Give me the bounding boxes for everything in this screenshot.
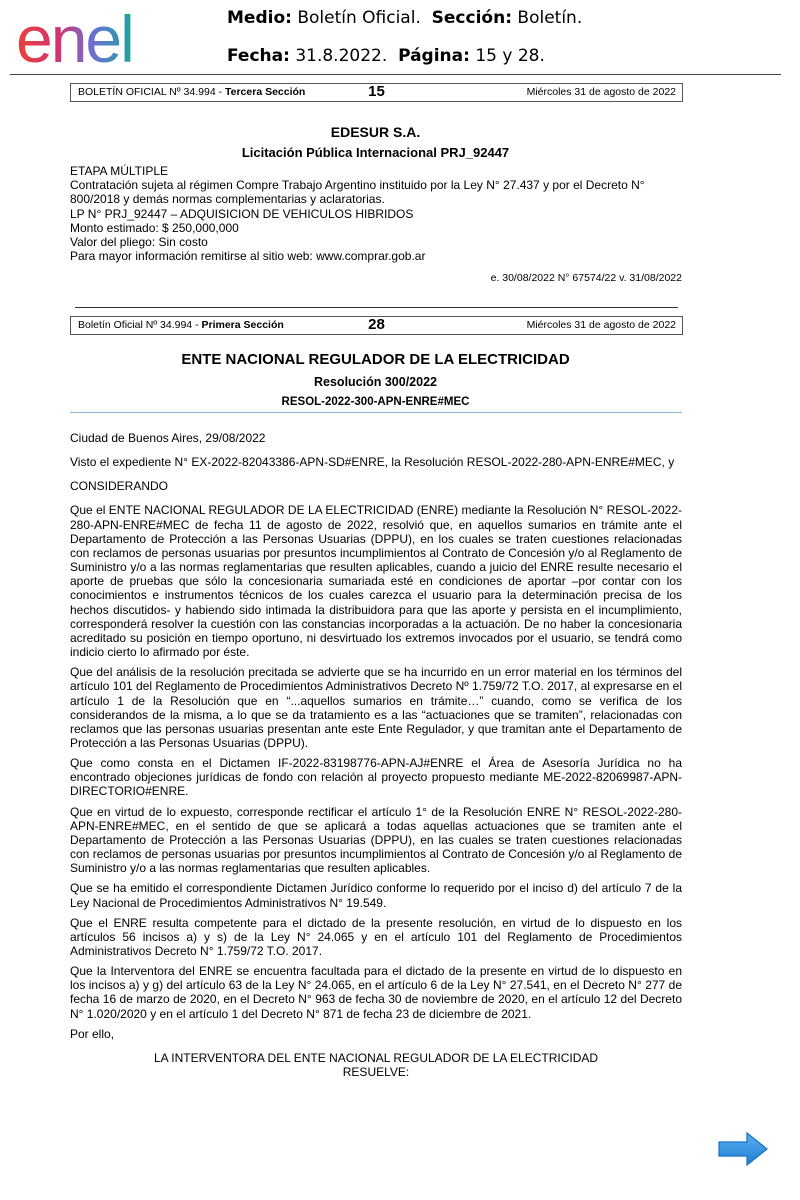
considerando-paragraph: Que se ha emitido el correspondiente Dictamen Jurídico conforme lo requerido por el inciso d) del artículo 7 de la Ley Nacional de Procedimientos Administrativos N° 19.549. xyxy=(70,881,682,910)
city-date: Ciudad de Buenos Aires, 29/08/2022 xyxy=(70,431,266,445)
signatory: LA INTERVENTORA DEL ENTE NACIONAL REGULADOR DE LA ELECTRICIDAD xyxy=(153,1050,599,1065)
tender-line: Contratación sujeta al régimen Compre Trabajo Argentino instituido por la Ley N° 27.437 y por el Decreto N° 800/2018 y demás normas complementarias y aclaratorias. xyxy=(70,178,645,207)
bulletin-bar-left: BOLETÍN OFICIAL Nº 34.994 - Tercera Sección xyxy=(78,86,306,98)
tender-line: Para mayor información remitirse al sitio web: www.comprar.gob.ar xyxy=(70,249,426,264)
resolution-code: RESOL-2022-300-APN-ENRE#MEC xyxy=(281,396,470,408)
tender-line: ETAPA MÚLTIPLE xyxy=(70,164,169,178)
bulletin-page-number: 28 xyxy=(368,316,385,333)
tender-notice xyxy=(70,164,682,286)
header-medio-line: Medio: Boletín Oficial. Sección: Boletín. xyxy=(227,8,583,28)
header-fecha-line: Fecha: 31.8.2022. Página: 15 y 28. xyxy=(227,46,545,66)
tender-line: Monto estimado: $ 250,000,000 xyxy=(70,220,239,235)
publication-reference: e. 30/08/2022 N° 67574/22 v. 31/08/2022 xyxy=(490,272,682,285)
bulletin-bar-tercera xyxy=(70,83,683,102)
title-divider xyxy=(70,412,682,413)
considerando-paragraph: Que como consta en el Dictamen IF-2022-83198776-APN-AJ#ENRE el Área de Asesoría Jurídica no ha encontrado objeciones jurídicas de fondo con relación al proyecto propuesto mediante ME-2022-82069987-APN-DIRECTORIO#ENRE. xyxy=(70,756,682,799)
entity-title: ENTE NACIONAL REGULADOR DE LA ELECTRICIDAD xyxy=(181,351,570,368)
bulletin-bar-left: Boletín Oficial Nº 34.994 - Primera Sección xyxy=(78,319,284,331)
svg-text:enel: enel xyxy=(16,6,133,70)
visto-paragraph: Visto el expediente N° EX-2022-82043386-APN-SD#ENRE, la Resolución RESOL-2022-280-APN-ENRE#MEC, y xyxy=(70,455,675,470)
considerando-paragraph: Que el ENTE NACIONAL REGULADOR DE LA ELECTRICIDAD (ENRE) mediante la Resolución N° RESOL-2022-280-APN-ENRE#MEC de fecha 11 de agosto de 2022, resolvió que, en aquellos sumarios en trámite ante el Departamento de Protección a las Personas Usuarias (DPPU), en los cuales se traten cuestiones relacionadas con reclamos de personas usuarias por presuntos incumplimientos al Contrato de Concesión y/o al Reglamento de Suministro y/o a las normas reglamentarias que resulten aplicables, cuando a juicio del ENRE resulte necesario el aporte de pruebas que sólo la concesionaria sumariada esté en condiciones de aportar –por contar con los conocimientos e instrumentos técnicos de los cuales carezca el usuario para la determinación precisa de los hechos discutidos- y habiendo sido intimada la distribuidora para que las aporte y persista en el incumplimiento, corresponderá resolver la cuestión con las constancias incorporadas a la actuación. De no haber la concesionaria acreditado su posición en tiempo oportuno, ni desvirtuado los extremos invocados por el usuario, se tendrá como indicio cierto lo afirmado por éste. xyxy=(70,503,682,660)
considerando-heading: CONSIDERANDO xyxy=(70,479,169,494)
considerando-paragraph: Que del análisis de la resolución precitada se advierte que se ha incurrido en un error material en los términos del artículo 101 del Reglamento de Procedimientos Administrativos Decreto Nº 1.759/72 T.O. 2017, al expresarse en el artículo 1 de la Resolución que en “...aquellos sumarios en trámite…” cuando, como se verifica de los considerandos de la misma, a lo que se da tratamiento es a las “actuaciones que se tramiten”, relacionadas con reclamos que las personas usuarias presentan ante este Ente Regulador, y que tramitan ante el Departamento de Protección a las Personas Usuarias (DPPU). xyxy=(70,665,682,750)
bulletin-page-number: 15 xyxy=(368,83,385,100)
resolution-number: Resolución 300/2022 xyxy=(314,375,437,389)
considerando-paragraph: Que en virtud de lo expuesto, corresponde rectificar el artículo 1° de la Resolución ENRE N° RESOL-2022-280-APN-ENRE#MEC, en el sentido de que se aplicará a todas aquellas actuaciones que se tramiten ante el Departamento de Protección a las Personas Usuarias (DPPU), en las cuales se traten cuestiones relacionadas con reclamos de personas usuarias por presuntos incumplimientos al Contrato de Concesión y/o al Reglamento de Suministro y/o a las normas reglamentarias que resulten aplicables. xyxy=(70,804,682,876)
tender-line: LP N° PRJ_92447 – ADQUISICION DE VEHICULOS HIBRIDOS xyxy=(70,206,414,221)
header-divider xyxy=(10,74,781,75)
enel-logo xyxy=(16,6,172,70)
bulletin-date: Miércoles 31 de agosto de 2022 xyxy=(526,319,676,331)
arrow-right-icon[interactable] xyxy=(717,1131,769,1167)
bulletin-date: Miércoles 31 de agosto de 2022 xyxy=(526,86,676,98)
resuelve-heading: RESUELVE: xyxy=(342,1065,410,1080)
considerando-paragraph: Que el ENRE resulta competente para el dictado de la presente resolución, en virtud de lo dispuesto en los artículos 56 incisos a) y s) de la Ley N° 24.065 y en el artículo 101 del Reglamento de Procedimientos Administrativos Decreto N° 1.759/72 T.O. 2017. xyxy=(70,915,682,958)
bulletin-bar-primera xyxy=(70,316,683,335)
por-ello: Por ello, xyxy=(70,1026,115,1041)
resolution-body xyxy=(70,431,682,1085)
tender-line: Valor del pliego: Sin costo xyxy=(70,235,208,250)
tender-subtitle: Licitación Pública Internacional PRJ_92447 xyxy=(241,145,510,160)
company-title: EDESUR S.A. xyxy=(330,124,421,140)
considerando-paragraph: Que la Interventora del ENRE se encuentra facultada para el dictado de la presente en virtud de lo dispuesto en los incisos a) y g) del artículo 63 de la Ley N° 24.065, en el artículo 6 de la Ley N° 27.541, en el Decreto N° 277 de fecha 16 de marzo de 2020, en el Decreto N° 963 de fecha 30 de noviembre de 2020, en el artículo 12 del Decreto N° 1.020/2020 y en el artículo 1 del Decreto N° 871 de fecha 23 de diciembre de 2021. xyxy=(70,964,682,1021)
clip-separator xyxy=(75,307,678,308)
